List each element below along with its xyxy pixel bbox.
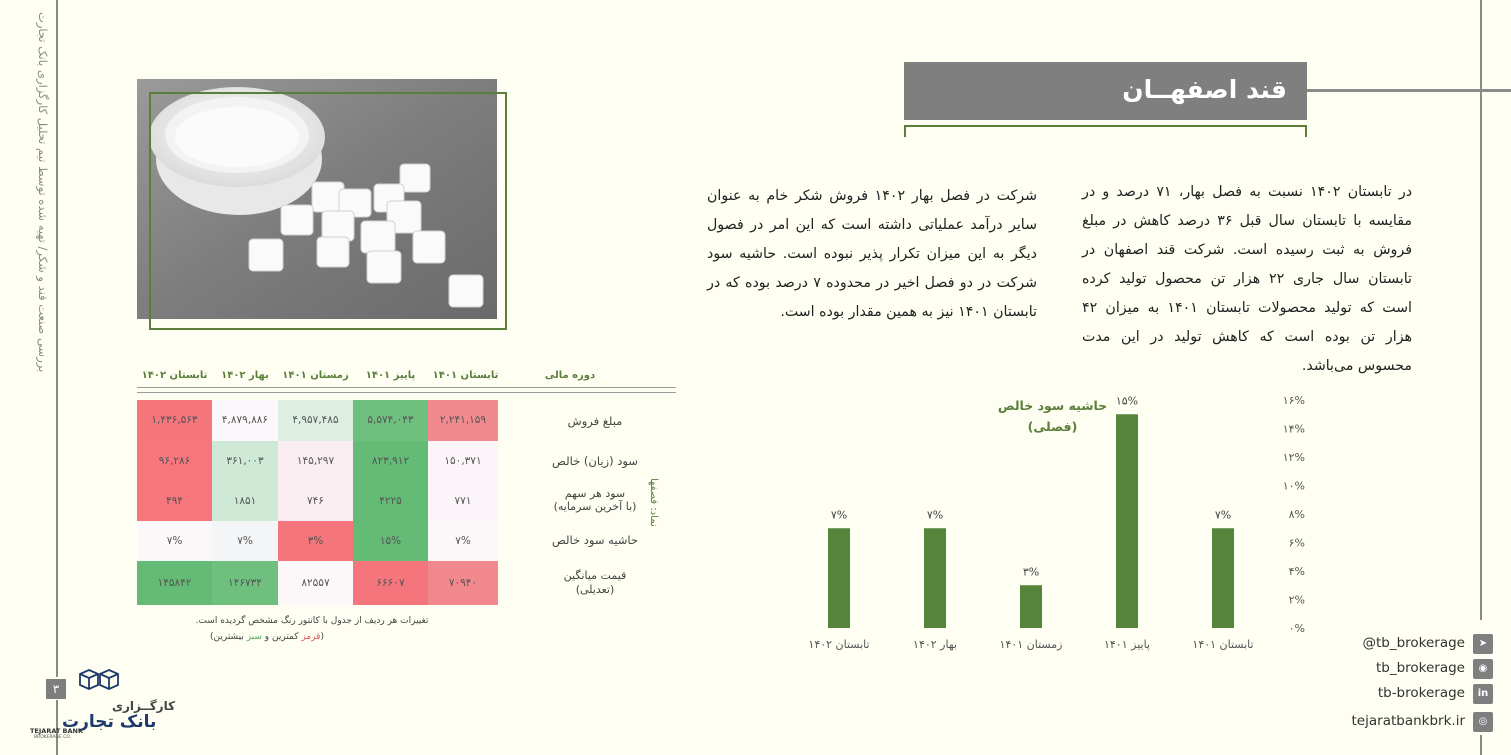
- y-tick-label: ۶%: [1288, 536, 1305, 550]
- x-tick-label: زمستان ۱۴۰۱: [999, 638, 1063, 651]
- bar: [1212, 528, 1234, 628]
- row-label-avg-price: [500, 569, 690, 597]
- title-underline-bracket: [904, 125, 1307, 137]
- social-linkedin-text[interactable]: tb-brokerage: [1377, 685, 1465, 701]
- x-tick-label: تابستان ۱۴۰۱: [1192, 638, 1254, 651]
- table-cell: ۶۶۶۰۷: [353, 561, 428, 605]
- table-cell: ۱۵۰,۳۷۱: [428, 441, 498, 481]
- table-header-col-3: زمستان ۱۴۰۱: [282, 370, 349, 381]
- bar-data-label: ۷%: [1214, 508, 1232, 522]
- row-label-eps: [500, 487, 690, 513]
- page-title: قند اصفهــان: [904, 62, 1307, 120]
- table-header-rule: [137, 387, 676, 393]
- y-tick-label: ۱۴%: [1282, 422, 1305, 436]
- y-tick-label: ۴%: [1288, 565, 1305, 578]
- table-cell: ۳۶۱,۰۰۳: [212, 441, 278, 481]
- table-cell: ۳%: [278, 521, 353, 561]
- table-cell: ۹۶,۲۸۶: [137, 441, 212, 481]
- table-cell: ۴۲۲۵: [353, 481, 428, 521]
- globe-icon[interactable]: ◎: [1473, 712, 1493, 732]
- table-cell: ۱۸۵۱: [212, 481, 278, 521]
- y-tick-label: ۲%: [1288, 593, 1305, 607]
- table-cell: ۷۰۹۴۰: [428, 561, 498, 605]
- bar-data-label: ۷%: [926, 508, 944, 522]
- table-note-line2: [137, 632, 397, 642]
- table-header-col-5: تابستان ۱۴۰۲: [141, 370, 208, 381]
- logo-en: TEJARAT BANK: [30, 727, 84, 735]
- table-cell: ۱,۴۳۶,۵۶۳: [137, 400, 212, 441]
- chart-subtitle: (فصلی): [1027, 419, 1078, 434]
- bar: [1020, 585, 1042, 628]
- photo-frame: [149, 92, 507, 330]
- table-cell: ۷۴۶: [278, 481, 353, 521]
- y-tick-label: ۱۶%: [1282, 394, 1305, 407]
- logo-line2: بانک تجارت: [62, 712, 157, 732]
- telegram-icon[interactable]: ➤: [1473, 634, 1493, 654]
- y-tick-label: ۰%: [1288, 622, 1305, 635]
- table-header-col-2: پاییز ۱۴۰۱: [365, 370, 416, 381]
- row-label-avg-price-line1: قیمت میانگین: [563, 569, 627, 582]
- table-note-line1: تغییرات هر ردیف از جدول با کانتور رنگ مشخص گردیده است.: [195, 616, 429, 626]
- bar: [828, 528, 850, 628]
- table-cell: ۷%: [428, 521, 498, 561]
- table-cell: ۱۴۶۷۳۴: [212, 561, 278, 605]
- paragraph-right: در تابستان ۱۴۰۲ نسبت به فصل بهار، ۷۱ درصد و در مقایسه با تابستان سال قبل ۳۶ درصد کاهش در مبلغ فروش به ثبت رسیده است. شرکت قند اصفهان در تابستان سال جاری ۲۲ هزار تن محصول تولید کرده است که تولید محصولات تابستان ۱۴۰۱ به میزان ۴۲ هزار تن بوده است که کاهش تولید در این مدت محسوس می‌باشد.: [1082, 184, 1413, 374]
- note-end: بیشترین: [213, 632, 244, 642]
- row-label-net-profit: سود (زیان) خالص: [552, 454, 638, 468]
- paragraph-left: شرکت در فصل بهار ۱۴۰۲ فروش شکر خام به عنوان سایر درآمد عملیاتی داشته است که این امر در فصول دیگر به این میزان تکرار پذیر نبوده است. حاشیه سود شرکت در دو فصل اخیر در محدوده ۷ درصد بوده که در تابستان ۱۴۰۱ نیز به همین مقدار بوده است.: [707, 188, 1037, 320]
- instagram-icon[interactable]: ◉: [1473, 659, 1493, 679]
- table-cell: ۸۲۳,۹۱۲: [353, 441, 428, 481]
- row-label-eps-line2: (با آخرین سرمایه): [553, 500, 637, 513]
- document-side-caption: بررسی صنعت قند و شکر/ تهیه شده توسط تیم تحلیل کارگزاری بانک تجارت: [36, 12, 50, 373]
- table-header-col-4: بهار ۱۴۰۲: [221, 370, 269, 381]
- table-cell: ۱۴۵۸۴۲: [137, 561, 212, 605]
- table-cell: ۸۲۵۵۷: [278, 561, 353, 605]
- table-cell: ۱۵%: [353, 521, 428, 561]
- right-margin-line: [1480, 0, 1482, 620]
- table-cell: ۷%: [137, 521, 212, 561]
- bar: [1116, 414, 1138, 628]
- note-close: ): [210, 632, 214, 642]
- table-cell: ۷%: [212, 521, 278, 561]
- bar-data-label: ۳%: [1022, 565, 1040, 579]
- page-number: ۳: [46, 679, 66, 699]
- table-cell: ۱۴۵,۲۹۷: [278, 441, 353, 481]
- row-label-sales: مبلغ فروش: [567, 414, 623, 428]
- note-open: (: [320, 632, 324, 642]
- row-label-avg-price-line2: (تعدیلی): [575, 583, 615, 596]
- logo-en-sub: BROKERAGE CO.: [34, 735, 72, 740]
- title-rule: [1307, 89, 1511, 92]
- bar-data-label: ۷%: [830, 508, 848, 522]
- y-tick-label: ۱۰%: [1282, 479, 1305, 493]
- chart-title: حاشیه سود خالص: [997, 398, 1108, 413]
- table-cell: ۵,۵۷۴,۰۴۳: [353, 400, 428, 441]
- right-margin-line-bottom: [1480, 735, 1482, 755]
- table-cell: ۴,۹۵۷,۴۸۵: [278, 400, 353, 441]
- bar: [924, 528, 946, 628]
- x-tick-label: پاییز ۱۴۰۱: [1103, 638, 1151, 651]
- note-mid: کمترین و: [264, 632, 299, 642]
- social-website-text[interactable]: tejaratbankbrk.ir: [1351, 713, 1465, 729]
- table-cell: ۲,۲۴۱,۱۵۹: [428, 400, 498, 441]
- y-tick-label: ۸%: [1288, 508, 1305, 521]
- left-margin-line: [56, 0, 58, 677]
- table-header-period: دوره مالی: [544, 370, 596, 381]
- table-cell: ۷۷۱: [428, 481, 498, 521]
- x-tick-label: بهار ۱۴۰۲: [913, 638, 957, 651]
- y-tick-label: ۱۲%: [1282, 451, 1305, 464]
- linkedin-icon[interactable]: in: [1473, 684, 1493, 704]
- row-label-eps-line1: سود هر سهم: [564, 487, 626, 500]
- table-cell: ۴,۸۷۹,۸۸۶: [212, 400, 278, 441]
- x-tick-label: تابستان ۱۴۰۲: [808, 638, 870, 651]
- row-label-net-margin: حاشیه سود خالص: [551, 533, 639, 547]
- bar-data-label: ۱۵%: [1115, 394, 1139, 408]
- table-cell: ۴۹۴: [137, 481, 212, 521]
- note-red: قرمز: [301, 632, 321, 642]
- ticker-side-label: نماد: قصفها: [648, 478, 659, 527]
- table-header-col-1: تابستان ۱۴۰۱: [432, 370, 499, 381]
- social-instagram-text[interactable]: tb_brokerage: [1375, 660, 1465, 676]
- social-telegram-text[interactable]: @tb_brokerage: [1362, 635, 1465, 651]
- logo-line1: کارگــزاری: [112, 699, 176, 713]
- note-green: سبز: [246, 632, 262, 642]
